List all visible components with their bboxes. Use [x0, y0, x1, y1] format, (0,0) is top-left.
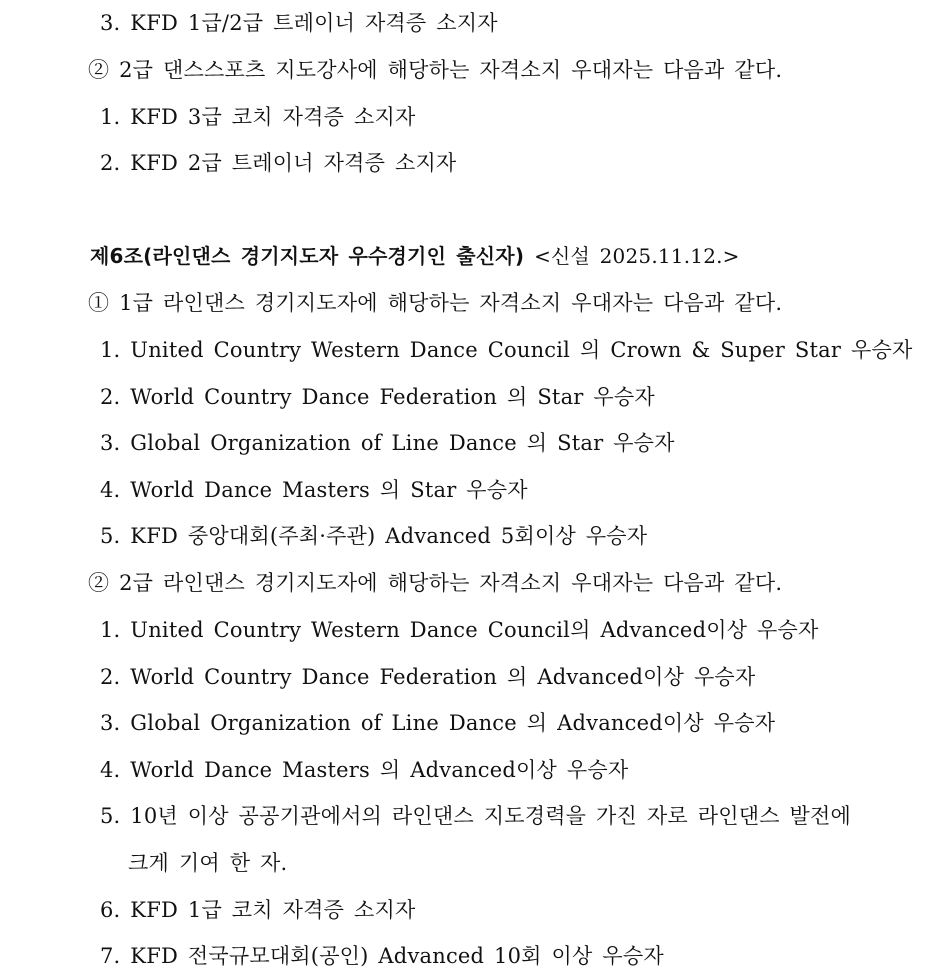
list-item: 5. KFD 중앙대회(주최·주관) Advanced 5회이상 우승자 — [100, 524, 648, 548]
paragraph-2: ② 2급 라인댄스 경기지도자에 해당하는 자격소지 우대자는 다음과 같다. — [88, 571, 783, 595]
list-item: 3. Global Organization of Line Dance 의 Advanced이상 우승자 — [100, 711, 776, 735]
list-item-continuation: 크게 기여 한 자. — [128, 851, 288, 875]
list-item: 1. United Country Western Dance Council의 Advanced이상 우승자 — [100, 618, 819, 642]
amendment-note: <신설 2025.11.12.> — [534, 244, 740, 268]
list-item: 3. KFD 1급/2급 트레이너 자격증 소지자 — [100, 11, 498, 35]
list-item: 2. KFD 2급 트레이너 자격증 소지자 — [100, 151, 457, 175]
list-item: 4. World Dance Masters 의 Star 우승자 — [100, 478, 528, 502]
list-item: 2. World Country Dance Federation 의 Star 우승자 — [100, 385, 655, 409]
list-item: 2. World Country Dance Federation 의 Advanced이상 우승자 — [100, 665, 756, 689]
list-item: 4. World Dance Masters 의 Advanced이상 우승자 — [100, 758, 629, 782]
article-6-header — [90, 241, 740, 271]
paragraph-1: ① 1급 라인댄스 경기지도자에 해당하는 자격소지 우대자는 다음과 같다. — [88, 291, 783, 315]
paragraph-2: ② 2급 댄스스포츠 지도강사에 해당하는 자격소지 우대자는 다음과 같다. — [88, 58, 783, 82]
list-item: 1. United Country Western Dance Council 의 Crown & Super Star 우승자 — [100, 338, 913, 362]
article-title: 제6조(라인댄스 경기지도자 우수경기인 출신자) — [90, 244, 525, 268]
list-item: 1. KFD 3급 코치 자격증 소지자 — [100, 105, 416, 129]
list-item: 6. KFD 1급 코치 자격증 소지자 — [100, 898, 416, 922]
list-item: 7. KFD 전국규모대회(공인) Advanced 10회 이상 우승자 — [100, 944, 664, 968]
list-item: 5. 10년 이상 공공기관에서의 라인댄스 지도경력을 가진 자로 라인댄스 발전에 — [100, 804, 852, 828]
list-item: 3. Global Organization of Line Dance 의 Star 우승자 — [100, 431, 675, 455]
